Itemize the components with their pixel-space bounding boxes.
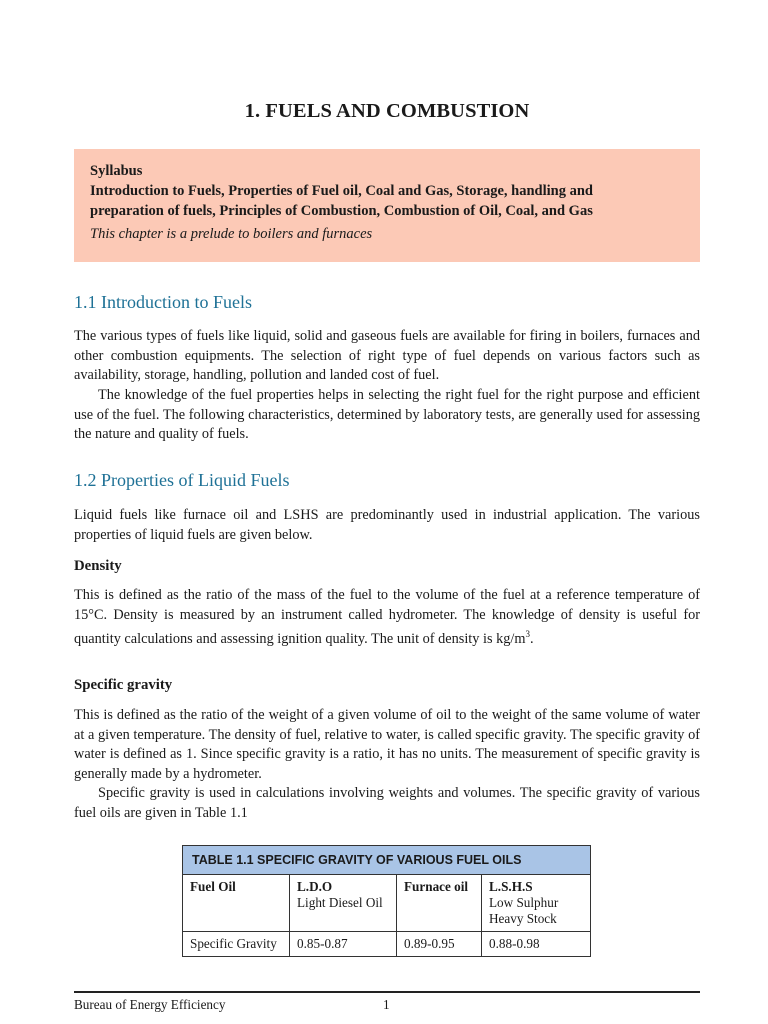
table-cell: Specific Gravity bbox=[183, 932, 290, 957]
specific-gravity-paragraph-2: Specific gravity is used in calculations involving weights and volumes. The specific gravity of various fuel oils are given in Table 1.1 bbox=[74, 785, 700, 821]
table-header-cell: L.D.O Light Diesel Oil bbox=[290, 875, 397, 932]
table-cell: 0.85-0.87 bbox=[290, 932, 397, 957]
page-number: 1 bbox=[383, 997, 390, 1012]
section-heading-1-2: 1.2 Properties of Liquid Fuels bbox=[74, 470, 290, 490]
density-paragraph: This is defined as the ratio of the mass of the fuel to the volume of the fuel at a reference temperature of 15°C. Density is measured by an instrument called hydrometer. The knowledge of density is useful for quantity calculations and assessing ignition quality. The unit of density is $kg/m^3$. bbox=[74, 587, 700, 647]
specific-gravity-table bbox=[182, 845, 591, 957]
footer-divider bbox=[74, 991, 700, 993]
chapter-title: 1. FUELS AND COMBUSTION bbox=[244, 100, 530, 122]
specific-gravity-paragraph-1: This is defined as the ratio of the weight of a given volume of oil to the weight of the same volume of water at a given temperature. The density of fuel, relative to water, is called specific gravity. The specific gravity of water is defined as 1. Since specific gravity is a ratio, it has no units. The measurement of specific gravity is generally made by a hydrometer. bbox=[74, 707, 700, 782]
syllabus-line-1: Introduction to Fuels, Properties of Fuel oil, Coal and Gas, Storage, handling and bbox=[90, 183, 593, 199]
intro-paragraph-2: The knowledge of the fuel properties helps in selecting the right fuel for the right purpose and efficient use of the fuel. The following characteristics, determined by laboratory tests, are generally used for assessing the nature and quality of fuels. bbox=[74, 387, 700, 443]
table-header-cell: Furnace oil bbox=[397, 875, 482, 932]
table-header-row bbox=[183, 875, 591, 932]
table-caption: TABLE 1.1 SPECIFIC GRAVITY OF VARIOUS FUEL OILS bbox=[183, 846, 591, 875]
table-cell: 0.89-0.95 bbox=[397, 932, 482, 957]
density-heading: Density bbox=[74, 558, 122, 574]
syllabus-box bbox=[74, 149, 700, 262]
footer-publisher: Bureau of Energy Efficiency bbox=[74, 997, 226, 1012]
syllabus-heading: Syllabus bbox=[90, 163, 143, 179]
intro-paragraph-1: The various types of fuels like liquid, solid and gaseous fuels are available for firing in boilers, furnaces and other combustion equipments. The selection of right type of fuel depends on various factors such as availability, storage, handling, pollution and landed cost of fuel. bbox=[74, 328, 700, 384]
syllabus-line-2: preparation of fuels, Principles of Combustion, Combustion of Oil, Coal, and Gas bbox=[90, 203, 593, 219]
specific-gravity-heading: Specific gravity bbox=[74, 677, 173, 693]
table-row bbox=[183, 932, 591, 957]
liquid-fuels-paragraph: Liquid fuels like furnace oil and LSHS are predominantly used in industrial application. The various properties of liquid fuels are given below. bbox=[74, 507, 700, 543]
table-header-cell: Fuel Oil bbox=[183, 875, 290, 932]
table-cell: 0.88-0.98 bbox=[482, 932, 591, 957]
table-header-cell: L.S.H.S Low Sulphur Heavy Stock bbox=[482, 875, 591, 932]
syllabus-note: This chapter is a prelude to boilers and furnaces bbox=[90, 226, 373, 242]
section-heading-1-1: 1.1 Introduction to Fuels bbox=[74, 292, 252, 312]
